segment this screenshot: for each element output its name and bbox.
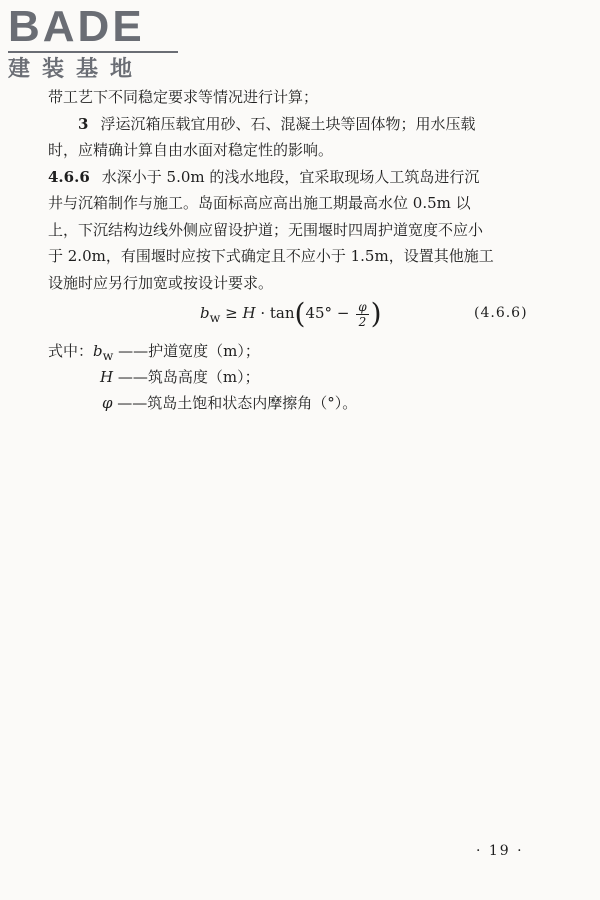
formula-left-paren: ( (294, 297, 306, 330)
legend-description: 筑岛高度（m）； (147, 368, 260, 386)
item-3-text-1: 浮运沉箱压载宜用砂、石、混凝土块等固体物；用水压载 (100, 114, 476, 133)
formula-4-6-6 (200, 298, 382, 333)
formula-lhs-subscript: w (209, 310, 221, 325)
legend-row-phi (48, 390, 357, 416)
fraction-denominator: 2 (358, 314, 367, 329)
formula-angle: 45° (305, 304, 333, 322)
legend-description: 筑岛土饱和状态内摩擦角（°）。 (147, 394, 358, 412)
equation-number: (4.6.6) (474, 305, 528, 321)
formula-dot: · (260, 304, 266, 322)
fraction-numerator: φ (358, 299, 367, 314)
clause-4-6-6-line-2: 井与沉箱制作与施工。岛面标高应高出施工期最高水位 0.5m 以 (48, 194, 471, 212)
body-text (48, 84, 558, 296)
item-number: 3 (78, 114, 89, 133)
formula-function: tan (269, 304, 295, 322)
paragraph-continuation: 带工艺下不同稳定要求等情况进行计算； (48, 88, 319, 106)
clause-text-1: 水深小于 5.0m 的浅水地段，宜采取现场人工筑岛进行沉 (101, 167, 480, 186)
legend-symbol-subscript: w (102, 348, 114, 363)
legend-dash: —— (118, 342, 149, 360)
legend-dash: —— (117, 368, 148, 386)
clause-number: 4.6.6 (48, 167, 90, 186)
legend-symbol: H (100, 368, 114, 386)
legend-row-bw (48, 338, 357, 364)
legend-row-h (48, 364, 357, 390)
symbol-legend (48, 338, 357, 416)
bade-logo (8, 4, 178, 84)
legend-symbol: φ (102, 394, 113, 412)
formula-relation: ≥ (225, 304, 238, 322)
clause-4-6-6-line-4: 于 2.0m，有围堰时应按下式确定且不应小于 1.5m，设置其他施工 (48, 247, 494, 265)
legend-intro: 式中： (48, 342, 94, 360)
page-number: · 19 · (476, 843, 524, 859)
logo-divider (8, 51, 178, 53)
formula-right-paren: ) (370, 297, 382, 330)
logo-text-latin: BADE (8, 2, 145, 51)
legend-dash: —— (117, 394, 148, 412)
clause-4-6-6-line-3: 上，下沉结构边线外侧应留设护道；无围堰时四周护道宽度不应小 (48, 220, 484, 239)
item-3-line-1 (48, 111, 558, 138)
logo-text-chinese: 建装基地 (8, 57, 145, 82)
legend-symbol: b (93, 342, 103, 360)
clause-4-6-6-line-5: 设施时应另行加宽或按设计要求。 (48, 273, 274, 292)
formula-lhs: b (200, 304, 210, 322)
clause-4-6-6-line-1 (48, 164, 558, 191)
formula-fraction (356, 300, 368, 329)
formula-height-symbol: H (242, 304, 256, 322)
item-3-line-2: 时，应精确计算自由水面对稳定性的影响。 (48, 141, 334, 159)
legend-description: 护道宽度（m）； (148, 342, 260, 360)
formula-minus: − (336, 304, 350, 322)
